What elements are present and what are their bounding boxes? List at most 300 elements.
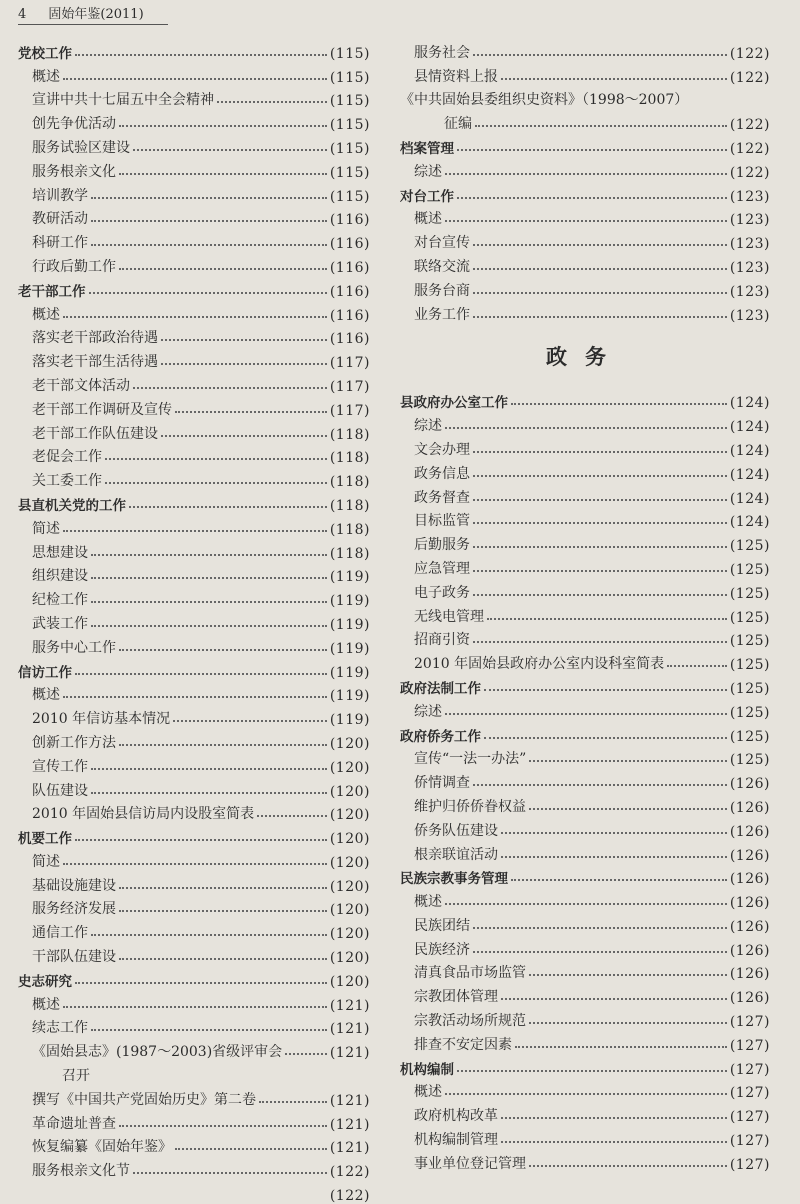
dot-leader xyxy=(501,1141,727,1143)
toc-entry[interactable] xyxy=(400,745,770,769)
toc-entry-title: 落实老干部生活待遇 xyxy=(32,354,158,371)
toc-entry-title: 清真食品市场监管 xyxy=(414,965,526,982)
dot-leader xyxy=(161,363,327,365)
toc-entry[interactable] xyxy=(18,86,370,110)
dot-leader xyxy=(119,958,327,960)
toc-entry[interactable] xyxy=(18,800,370,824)
toc-section-entry[interactable] xyxy=(18,657,370,681)
toc-entry[interactable] xyxy=(400,276,770,300)
toc-entry-title: 概述 xyxy=(32,687,60,704)
toc-page-number: (125) xyxy=(729,680,770,697)
toc-page-number: (125) xyxy=(729,752,770,769)
dot-leader xyxy=(501,998,727,1000)
dot-leader xyxy=(473,292,727,294)
toc-entry[interactable] xyxy=(400,911,770,935)
dot-leader xyxy=(529,808,727,810)
dot-leader xyxy=(501,1117,727,1119)
toc-entry-title: 服务根亲文化节 xyxy=(32,1163,130,1180)
toc-page-number: (121) xyxy=(329,1092,370,1109)
dot-leader xyxy=(105,482,327,484)
toc-page-number: (126) xyxy=(729,942,770,959)
dot-leader xyxy=(91,934,327,936)
dot-leader xyxy=(75,982,327,984)
toc-entry-title: 民族宗教事务管理 xyxy=(400,871,508,888)
toc-entry-title: 思想建设 xyxy=(32,544,88,561)
toc-page-number: (125) xyxy=(729,633,770,650)
dot-leader xyxy=(475,125,727,127)
toc-page-number: (120) xyxy=(329,878,370,895)
dot-leader xyxy=(445,903,727,905)
toc-entry-title: 概述 xyxy=(32,306,60,323)
toc-entry-title: 《固始县志》(1987～2003)省级评审会 xyxy=(32,1044,283,1061)
dot-leader xyxy=(473,951,727,953)
dot-leader xyxy=(445,173,727,175)
dot-leader xyxy=(484,689,727,691)
toc-page-number: (123) xyxy=(729,236,770,253)
toc-page-number: (118) xyxy=(329,545,370,562)
toc-entry[interactable] xyxy=(18,157,370,181)
dot-leader xyxy=(175,411,327,413)
toc-entry-title: 服务社会 xyxy=(414,44,470,61)
toc-entry[interactable] xyxy=(18,395,370,419)
toc-entry-title: 宣传“一法一办法” xyxy=(414,751,527,768)
toc-entry[interactable] xyxy=(18,633,370,657)
toc-page-number: (118) xyxy=(329,426,370,443)
toc-entry-title: 目标监管 xyxy=(414,513,470,530)
toc-page-number: (115) xyxy=(329,164,370,181)
toc-page-number: (116) xyxy=(329,212,370,229)
toc-page-number: (120) xyxy=(329,902,370,919)
toc-entry-title: 纪检工作 xyxy=(32,592,88,609)
dot-leader xyxy=(257,815,327,817)
toc-entry[interactable] xyxy=(18,1061,370,1085)
dot-leader xyxy=(91,792,327,794)
toc-page-number: (125) xyxy=(729,561,770,578)
toc-entry[interactable] xyxy=(400,252,770,276)
toc-entry[interactable] xyxy=(400,602,770,626)
dot-leader xyxy=(501,78,727,80)
toc-entry-title: 概述 xyxy=(414,1084,442,1101)
dot-leader xyxy=(91,244,327,246)
dot-leader xyxy=(105,458,327,460)
toc-page-number: (119) xyxy=(329,569,370,586)
toc-page-number: (118) xyxy=(329,474,370,491)
toc-page-number: (124) xyxy=(729,419,770,436)
dot-leader xyxy=(667,665,727,667)
toc-entry[interactable] xyxy=(400,86,770,110)
toc-entry[interactable] xyxy=(400,530,770,554)
toc-entry[interactable] xyxy=(18,585,370,609)
toc-entry[interactable] xyxy=(18,609,370,633)
toc-page-number: (122) xyxy=(729,45,770,62)
toc-entry-title: 老干部工作调研及宣传 xyxy=(32,401,172,418)
dot-leader xyxy=(161,339,327,341)
toc-entry-title: 机构编制管理 xyxy=(414,1132,498,1149)
toc-entry-title: 撰写《中国共产党固始历史》第二卷 xyxy=(32,1091,256,1108)
toc-entry[interactable] xyxy=(18,109,370,133)
toc-entry[interactable] xyxy=(400,1006,770,1030)
toc-entry[interactable] xyxy=(18,704,370,728)
toc-page-number: (122) xyxy=(729,140,770,157)
dot-leader xyxy=(501,856,727,858)
toc-entry-title: 科研工作 xyxy=(32,235,88,252)
toc-entry-title: 老干部文体活动 xyxy=(32,377,130,394)
toc-entry-title: 排查不安定因素 xyxy=(414,1036,512,1053)
toc-page-number: (124) xyxy=(729,490,770,507)
toc-entry[interactable] xyxy=(18,776,370,800)
toc-entry[interactable] xyxy=(400,1101,770,1125)
toc-entry[interactable] xyxy=(18,181,370,205)
toc-entry[interactable] xyxy=(18,1156,370,1180)
toc-entry[interactable] xyxy=(400,411,770,435)
toc-entry[interactable] xyxy=(18,918,370,942)
dot-leader xyxy=(119,173,327,175)
toc-entry[interactable] xyxy=(18,1037,370,1061)
toc-entry-title: 恢复编纂《固始年鉴》 xyxy=(32,1139,172,1156)
toc-entry[interactable] xyxy=(400,1125,770,1149)
toc-page-number: (122) xyxy=(329,1188,370,1204)
toc-entry[interactable] xyxy=(400,435,770,459)
toc-entry[interactable] xyxy=(400,816,770,840)
toc-page-number: (125) xyxy=(729,728,770,745)
toc-entry-title: 服务经济发展 xyxy=(32,901,116,918)
toc-page-number: (116) xyxy=(329,307,370,324)
toc-entry-title: 征编 xyxy=(444,116,472,133)
toc-entry[interactable] xyxy=(18,347,370,371)
toc-page-number: (127) xyxy=(729,1109,770,1126)
toc-page-number: (118) xyxy=(329,450,370,467)
toc-entry-title: 县直机关党的工作 xyxy=(18,497,126,514)
toc-entry-title: 政府机构改革 xyxy=(414,1108,498,1125)
toc-entry[interactable] xyxy=(18,419,370,443)
dot-leader xyxy=(473,268,727,270)
toc-entry[interactable] xyxy=(400,578,770,602)
toc-entry-title: 2010 年信访基本情况 xyxy=(32,711,171,728)
toc-entry[interactable] xyxy=(400,38,770,62)
toc-entry[interactable] xyxy=(18,205,370,229)
toc-page-number: (120) xyxy=(329,950,370,967)
dot-leader xyxy=(129,506,327,508)
dot-leader xyxy=(445,427,727,429)
toc-entry[interactable] xyxy=(400,1149,770,1173)
toc-entry[interactable] xyxy=(18,62,370,86)
toc-page-number: (117) xyxy=(329,355,370,372)
toc-entry-title: 组织建设 xyxy=(32,568,88,585)
dot-leader xyxy=(457,1070,727,1072)
toc-page-number: (124) xyxy=(729,442,770,459)
toc-entry[interactable] xyxy=(18,1014,370,1038)
toc-page-number: (127) xyxy=(729,1014,770,1031)
dot-leader xyxy=(91,554,327,556)
page-number: 4 xyxy=(18,7,27,22)
toc-entry[interactable] xyxy=(18,871,370,895)
toc-section-entry[interactable] xyxy=(18,823,370,847)
toc-page-number: (127) xyxy=(729,1037,770,1054)
dot-leader xyxy=(119,1125,327,1127)
toc-entry-title: 召开 xyxy=(62,1068,90,1085)
dot-leader xyxy=(119,268,327,270)
toc-right-column xyxy=(400,38,770,1173)
toc-page-number: (121) xyxy=(329,997,370,1014)
toc-entry[interactable] xyxy=(400,935,770,959)
toc-entry-title: 创先争优活动 xyxy=(32,116,116,133)
toc-page-number: (126) xyxy=(729,918,770,935)
toc-section-entry[interactable] xyxy=(18,490,370,514)
dot-leader xyxy=(91,1029,327,1031)
toc-entry-title: 老干部工作队伍建设 xyxy=(32,425,158,442)
toc-entry-title: 宣传工作 xyxy=(32,758,88,775)
toc-section-entry[interactable] xyxy=(400,133,770,157)
toc-page-number: (120) xyxy=(329,783,370,800)
toc-page-number: (122) xyxy=(729,69,770,86)
dot-leader xyxy=(161,435,327,437)
toc-section-entry[interactable] xyxy=(400,388,770,412)
dot-leader xyxy=(487,618,727,620)
toc-page-number: (123) xyxy=(729,212,770,229)
toc-page-number: (119) xyxy=(329,616,370,633)
toc-entry-title: 简述 xyxy=(32,853,60,870)
toc-page-number: (120) xyxy=(329,807,370,824)
toc-entry-title: 简述 xyxy=(32,520,60,537)
toc-page-number: (125) xyxy=(729,609,770,626)
toc-entry[interactable] xyxy=(18,1109,370,1133)
dot-leader xyxy=(259,1101,327,1103)
toc-section-entry[interactable] xyxy=(18,38,370,62)
toc-entry-title: 党校工作 xyxy=(18,45,72,62)
toc-entry[interactable] xyxy=(400,626,770,650)
toc-section-entry[interactable] xyxy=(400,673,770,697)
toc-entry[interactable] xyxy=(400,887,770,911)
toc-page-number: (115) xyxy=(329,69,370,86)
toc-entry-title: 业务工作 xyxy=(414,306,470,323)
toc-entry[interactable] xyxy=(18,562,370,586)
toc-section-entry[interactable] xyxy=(18,276,370,300)
toc-entry-title: 续志工作 xyxy=(32,1020,88,1037)
toc-entry-title: 无线电管理 xyxy=(414,608,484,625)
toc-section-entry[interactable] xyxy=(18,966,370,990)
toc-page-number: (120) xyxy=(329,831,370,848)
toc-page-number: (119) xyxy=(329,640,370,657)
dot-leader xyxy=(63,78,327,80)
dot-leader xyxy=(75,673,327,675)
toc-entry[interactable] xyxy=(18,228,370,252)
toc-page-number: (119) xyxy=(329,664,370,681)
toc-entry-title: 政务督查 xyxy=(414,489,470,506)
dot-leader xyxy=(515,1046,727,1048)
toc-entry-title: 宣讲中共十七届五中全会精神 xyxy=(32,92,214,109)
toc-entry[interactable] xyxy=(400,792,770,816)
dot-leader xyxy=(91,197,327,199)
toc-entry-title: 教研活动 xyxy=(32,211,88,228)
toc-entry[interactable] xyxy=(400,109,770,133)
toc-page-number: (127) xyxy=(729,1085,770,1102)
toc-page-number: (124) xyxy=(729,514,770,531)
toc-entry[interactable] xyxy=(18,1133,370,1157)
toc-entry[interactable] xyxy=(400,959,770,983)
toc-page-number: (115) xyxy=(329,117,370,134)
dot-leader xyxy=(91,577,327,579)
dot-leader xyxy=(75,54,327,56)
dot-leader xyxy=(63,530,327,532)
dot-leader xyxy=(445,220,727,222)
toc-entry[interactable] xyxy=(400,62,770,86)
toc-entry[interactable] xyxy=(18,728,370,752)
toc-page-number: (117) xyxy=(329,402,370,419)
dot-leader xyxy=(511,879,727,881)
toc-entry-title: 侨情调查 xyxy=(414,775,470,792)
toc-entry[interactable] xyxy=(400,1078,770,1102)
dot-leader xyxy=(133,149,327,151)
toc-section-entry[interactable] xyxy=(400,864,770,888)
toc-entry[interactable] xyxy=(400,554,770,578)
toc-entry-title: 侨务队伍建设 xyxy=(414,822,498,839)
section-heading: 政务 xyxy=(546,344,624,369)
toc-page-number: (124) xyxy=(729,395,770,412)
toc-section-entry[interactable] xyxy=(400,181,770,205)
toc-entry[interactable] xyxy=(400,649,770,673)
toc-entry-title: 民族团结 xyxy=(414,917,470,934)
toc-entry-title: 概述 xyxy=(414,894,442,911)
toc-page-number: (122) xyxy=(729,117,770,134)
dot-leader xyxy=(89,292,327,294)
toc-page-number: (127) xyxy=(729,1156,770,1173)
toc-entry-title: 政府侨务工作 xyxy=(400,728,481,745)
toc-entry[interactable] xyxy=(18,466,370,490)
toc-page-number: (122) xyxy=(729,164,770,181)
toc-entry-title: 服务中心工作 xyxy=(32,639,116,656)
dot-leader xyxy=(285,1053,327,1055)
toc-section-entry[interactable] xyxy=(400,1054,770,1078)
toc-section-entry[interactable] xyxy=(400,721,770,745)
toc-entry[interactable] xyxy=(400,205,770,229)
toc-entry-title: 创新工作方法 xyxy=(32,734,116,751)
toc-entry[interactable] xyxy=(18,1085,370,1109)
toc-entry[interactable] xyxy=(400,1030,770,1054)
toc-page-number: (121) xyxy=(329,1116,370,1133)
toc-page-number: (125) xyxy=(729,585,770,602)
toc-page-number: (126) xyxy=(729,776,770,793)
toc-page-number: (126) xyxy=(729,823,770,840)
toc-page-number: (120) xyxy=(329,926,370,943)
toc-entry[interactable] xyxy=(400,157,770,181)
toc-page-number: (118) xyxy=(329,497,370,514)
toc-entry[interactable] xyxy=(18,1180,370,1204)
toc-entry-title: 政府法制工作 xyxy=(400,680,481,697)
toc-entry-title: 应急管理 xyxy=(414,560,470,577)
dot-leader xyxy=(175,1148,327,1150)
toc-entry-title: 机要工作 xyxy=(18,831,72,848)
toc-entry[interactable] xyxy=(400,982,770,1006)
toc-entry-title: 综述 xyxy=(414,703,442,720)
toc-entry-title: 行政后勤工作 xyxy=(32,258,116,275)
toc-entry-title: 武装工作 xyxy=(32,615,88,632)
dot-leader xyxy=(91,768,327,770)
toc-entry-title: 宗教活动场所规范 xyxy=(414,1013,526,1030)
toc-entry[interactable] xyxy=(18,443,370,467)
toc-entry-title: 民族经济 xyxy=(414,941,470,958)
toc-entry[interactable] xyxy=(18,895,370,919)
book-title: 固始年鉴(2011) xyxy=(48,7,144,22)
toc-page-number: (115) xyxy=(329,45,370,62)
toc-entry-title: 政务信息 xyxy=(414,465,470,482)
toc-entry-title: 干部队伍建设 xyxy=(32,949,116,966)
toc-page-number: (125) xyxy=(729,704,770,721)
toc-entry-title: 联络交流 xyxy=(414,258,470,275)
toc-entry[interactable] xyxy=(18,133,370,157)
toc-page-number: (118) xyxy=(329,521,370,538)
toc-entry[interactable] xyxy=(400,228,770,252)
toc-page-number: (123) xyxy=(729,307,770,324)
toc-page-number: (125) xyxy=(729,657,770,674)
toc-entry[interactable] xyxy=(400,768,770,792)
toc-entry-title: 概述 xyxy=(414,211,442,228)
toc-entry[interactable] xyxy=(400,697,770,721)
dot-leader xyxy=(473,499,727,501)
toc-entry[interactable] xyxy=(18,942,370,966)
dot-leader xyxy=(173,720,327,722)
toc-entry[interactable] xyxy=(400,483,770,507)
toc-entry[interactable] xyxy=(400,507,770,531)
toc-entry-title: 维护归侨侨眷权益 xyxy=(414,798,526,815)
toc-entry-title: 队伍建设 xyxy=(32,782,88,799)
toc-entry-title: 通信工作 xyxy=(32,925,88,942)
toc-entry-title: 信访工作 xyxy=(18,664,72,681)
dot-leader xyxy=(473,784,727,786)
toc-page-number: (121) xyxy=(329,1140,370,1157)
toc-entry-title: 县政府办公室工作 xyxy=(400,395,508,412)
toc-entry[interactable] xyxy=(18,538,370,562)
toc-entry[interactable] xyxy=(18,324,370,348)
dot-leader xyxy=(63,1006,327,1008)
dot-leader xyxy=(445,1093,727,1095)
toc-entry[interactable] xyxy=(18,514,370,538)
dot-leader xyxy=(119,887,327,889)
dot-leader xyxy=(501,832,727,834)
toc-entry[interactable] xyxy=(18,847,370,871)
toc-entry[interactable] xyxy=(18,371,370,395)
toc-entry[interactable] xyxy=(18,990,370,1014)
toc-entry[interactable] xyxy=(400,840,770,864)
toc-entry[interactable] xyxy=(18,681,370,705)
toc-page-number: (116) xyxy=(329,331,370,348)
toc-page-number: (127) xyxy=(729,1061,770,1078)
toc-entry[interactable] xyxy=(400,300,770,324)
dot-leader xyxy=(91,220,327,222)
toc-page-number: (126) xyxy=(729,847,770,864)
toc-entry-title: 2010 年固始县信访局内设股室简表 xyxy=(32,806,255,823)
toc-left-column xyxy=(18,38,370,1204)
toc-page-number: (123) xyxy=(729,259,770,276)
toc-page-number: (123) xyxy=(729,283,770,300)
dot-leader xyxy=(473,546,727,548)
toc-entry[interactable] xyxy=(18,300,370,324)
dot-leader xyxy=(473,522,727,524)
toc-entry[interactable] xyxy=(18,252,370,276)
toc-entry[interactable] xyxy=(400,459,770,483)
dot-leader xyxy=(217,101,327,103)
dot-leader xyxy=(119,125,327,127)
dot-leader xyxy=(511,403,727,405)
toc-entry-title: 机构编制 xyxy=(400,1061,454,1078)
toc-entry-title: 县情资料上报 xyxy=(414,68,498,85)
dot-leader xyxy=(473,475,727,477)
toc-entry[interactable] xyxy=(18,752,370,776)
toc-page-number: (115) xyxy=(329,93,370,110)
toc-entry-title: 综述 xyxy=(414,418,442,435)
toc-entry-title: 革命遗址普查 xyxy=(32,1115,116,1132)
toc-entry-title: 文会办理 xyxy=(414,441,470,458)
dot-leader xyxy=(473,451,727,453)
